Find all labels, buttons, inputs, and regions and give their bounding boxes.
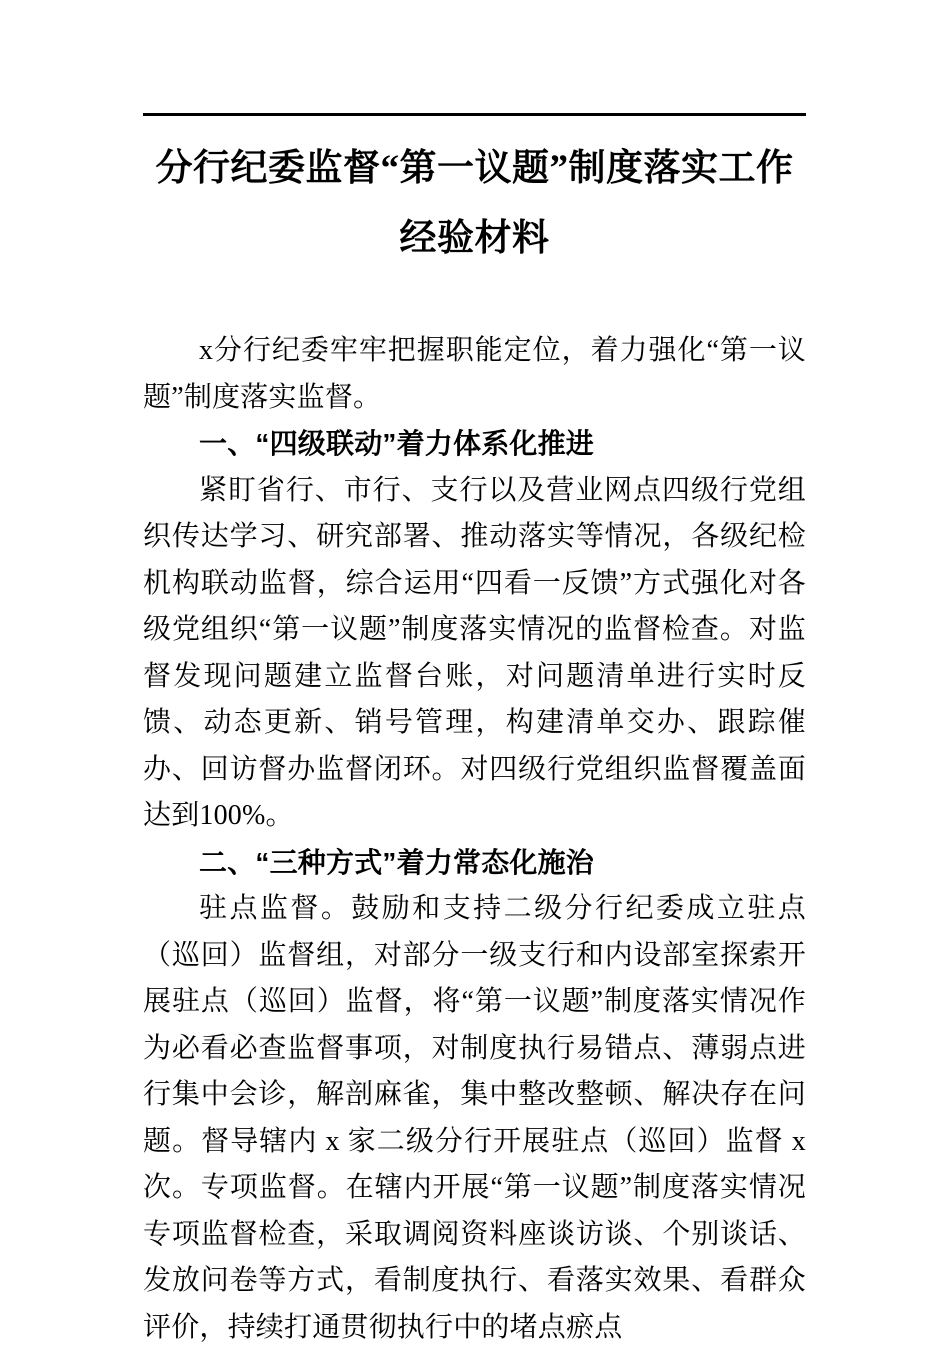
document-body xyxy=(143,328,806,1351)
section-heading-2: 二、“三种方式”着力常态化施治 xyxy=(199,846,595,878)
section-heading-1: 一、“四级联动”着力体系化推进 xyxy=(199,428,595,459)
page-title-line-1: 分行纪委监督“第一议题”制度落实工作 xyxy=(155,148,794,189)
section-paragraph-1: 紧盯省行、市行、支行以及营业网点四级行党组织传达学习、研究部署、推动落实等情况，各级纪检机构联动监督，综合运用“四看一反馈”方式强化对各级党组织“第一议题”制度落实情况的监督检查。对监督发现问题建立监督台账，对问题清单进行实时反馈、动态更新、销号管理，构建清单交办、跟踪催办、回访督办监督闭环。对四级行党组织监督覆盖面达到100%。 xyxy=(143,474,806,831)
page-title-line-2: 经验材料 xyxy=(399,218,550,259)
section-paragraph-2: 驻点监督。鼓励和支持二级分行纪委成立驻点（巡回）监督组，对部分一级支行和内设部室探索开展驻点（巡回）监督，将“第一议题”制度落实情况作为必看必查监督事项，对制度执行易错点、薄弱点进行集中会诊，解剖麻雀，集中整改整顿、解决存在问题。督导辖内 x 家二级分行开展驻点（巡回）监督 x 次。专项监督。在辖内开展“第一议题”制度落实情况专项监督检查，采取调阅资料座谈访谈、个别谈话、发放问卷等方式，看制度执行、看落实效果、看群众评价，持续打通贯彻执行中的堵点瘀点 xyxy=(143,893,806,1343)
page-content xyxy=(143,0,806,1351)
intro-paragraph: x分行纪委牢牢把握职能定位，着力强化“第一议题”制度落实监督。 xyxy=(143,335,806,413)
page-title xyxy=(143,116,806,274)
